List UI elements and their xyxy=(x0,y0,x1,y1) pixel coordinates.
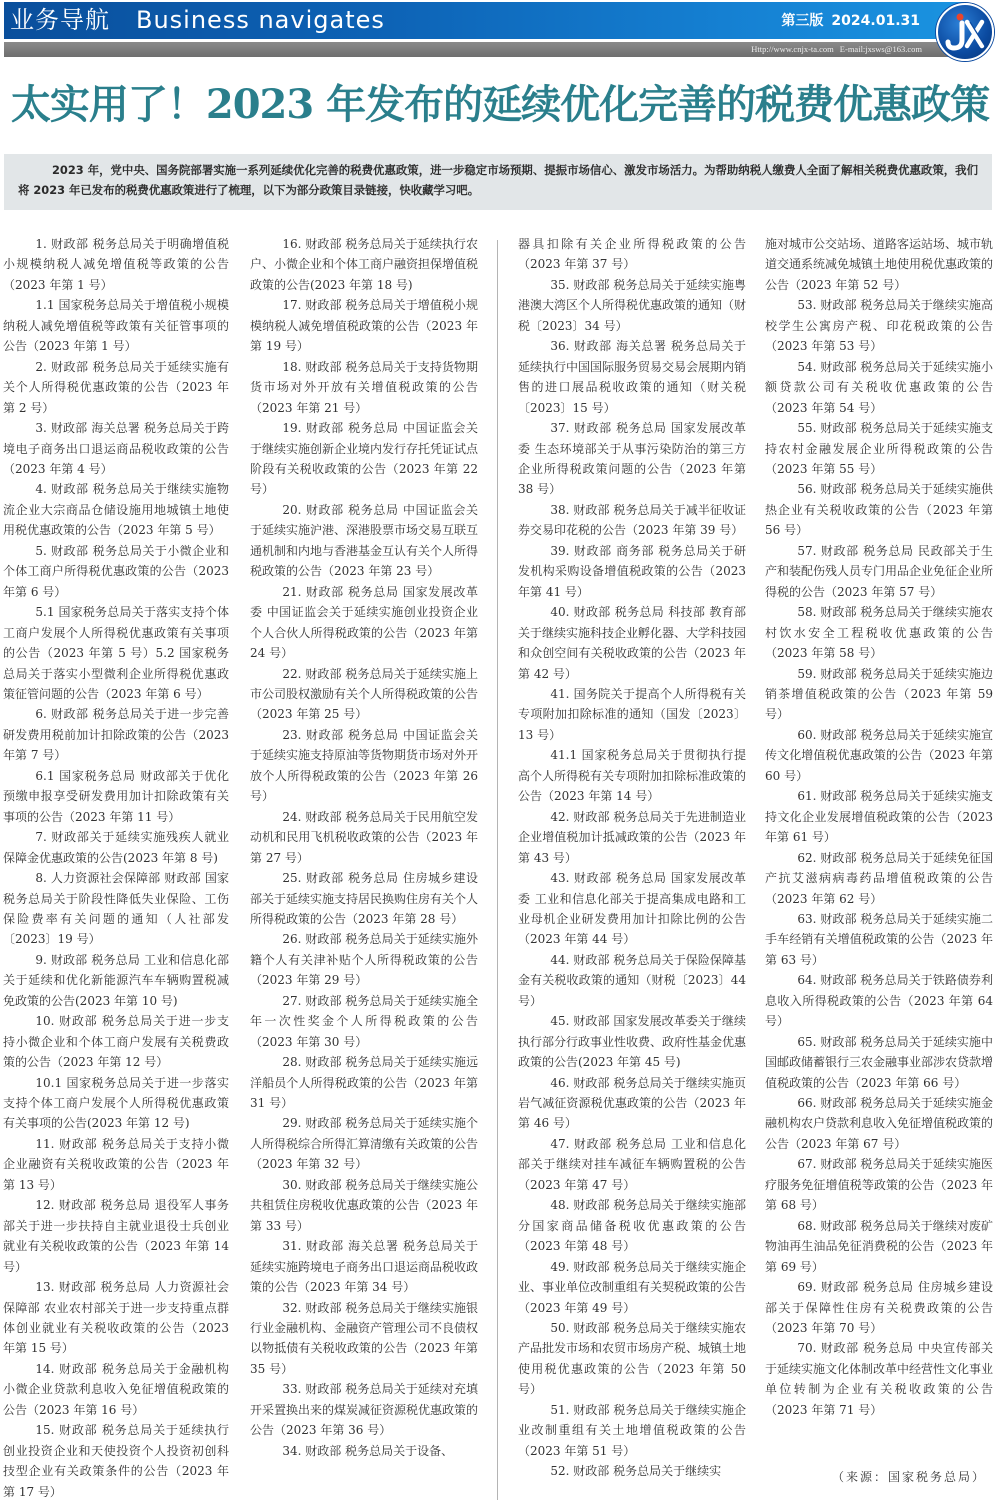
email-link[interactable]: E-mail:jxsws@163.com xyxy=(839,44,922,54)
policy-item[interactable]: 25. 财政部 税务总局 住房城乡建设部关于延续实施支持居民换购住房有关个人所得税政策的公告（2023 年第 28 号） xyxy=(250,871,478,926)
section-title xyxy=(10,4,385,36)
policy-item[interactable]: 45. 财政部 国家发展改革委关于继续执行部分行政事业性收费、政府性基金优惠政策的公告(2023 年第 45 号) xyxy=(518,1014,746,1070)
article-headline: 太实用了！2023 年发布的延续优化完善的税费优惠政策 xyxy=(10,81,990,128)
policy-item[interactable]: 6. 财政部 税务总局关于进一步完善研发费用税前加计扣除政策的公告（2023 年第 7 号） xyxy=(3,707,229,763)
section-title-en: Business navigates xyxy=(136,6,385,34)
policy-item[interactable]: 16. 财政部 税务总局关于延续执行农户、小微企业和个体工商户融资担保增值税政策的公告(2023 年第 18 号) xyxy=(250,237,478,292)
policy-item[interactable]: 18. 财政部 税务总局关于支持货物期货市场对外开放有关增值税政策的公告（2023 年第 21 号） xyxy=(250,359,478,415)
policy-item[interactable]: 40. 财政部 税务总局 科技部 教育部关于继续实施科技企业孵化器、大学科技园和众创空间有关税收政策的公告（2023 年第 42 号） xyxy=(518,605,746,681)
policy-item[interactable]: 29. 财政部 税务总局关于延续实施个人所得税综合所得汇算清缴有关政策的公告（2023 年第 32 号） xyxy=(250,1116,478,1172)
policy-item[interactable]: 41.1 国家税务总局关于贯彻执行提高个人所得税有关专项附加扣除标准政策的公告（2023 年第 14 号） xyxy=(518,748,746,804)
policy-item[interactable]: 56. 财政部 税务总局关于延续实施供热企业有关税收政策的公告（2023 年第 56 号） xyxy=(765,482,993,538)
column-1 xyxy=(3,234,229,1509)
policy-item[interactable]: 13. 财政部 税务总局 人力资源社会保障部 农业农村部关于进一步支持重点群体创业就业有关税收政策的公告（2023 年第 15 号） xyxy=(3,1280,229,1356)
policy-item[interactable]: 57. 财政部 税务总局 民政部关于生产和装配伤残人员专门用品企业免征企业所得税的公告（2023 年第 57 号） xyxy=(765,543,993,599)
policy-item[interactable]: 70. 财政部 税务总局 中央宣传部关于延续实施文化体制改革中经营性文化事业单位转制为企业有关税收政策的公告（2023 年第 71 号） xyxy=(765,1341,993,1417)
policy-item[interactable]: 36. 财政部 海关总署 税务总局关于延续执行中国国际服务贸易交易会展期内销售的进口展品税收政策的通知（财关税〔2023〕15 号） xyxy=(518,339,746,415)
policy-item[interactable]: 2. 财政部 税务总局关于延续实施有关个人所得税优惠政策的公告（2023 年第 2 号） xyxy=(3,359,229,415)
policy-item[interactable]: 49. 财政部 税务总局关于继续实施企业、事业单位改制重组有关契税政策的公告（2023 年第 49 号） xyxy=(518,1259,746,1315)
policy-item[interactable]: 34. 财政部 税务总局关于设备、 xyxy=(282,1443,454,1458)
column-3 xyxy=(518,234,746,1509)
policy-item[interactable]: 44. 财政部 税务总局关于保险保障基金有关税收政策的通知（财税〔2023〕44 号） xyxy=(518,952,746,1008)
article-lead: 2023 年，党中央、国务院部署实施一系列延续优化完善的税费优惠政策，进一步稳定市场预期、提振市场信心、激发市场活力。为帮助纳税人缴费人全面了解相关税费优惠政策，我们将 2023 年已发布的税费优惠政策进行了梳理，以下为部分政策目录链接，快收藏学习吧。 xyxy=(4,154,992,210)
edition-info xyxy=(781,10,920,30)
policy-item[interactable]: 26. 财政部 税务总局关于延续实施外籍个人有关津补贴个人所得税政策的公告（2023 年第 29 号） xyxy=(250,932,478,988)
policy-item[interactable]: 14. 财政部 税务总局关于金融机构小微企业贷款利息收入免征增值税政策的公告（2023 年第 16 号） xyxy=(3,1361,229,1417)
policy-item[interactable]: 20. 财政部 税务总局 中国证监会关于延续实施沪港、深港股票市场交易互联互通机制和内地与香港基金互认有关个人所得税政策的公告（2023 年第 23 号） xyxy=(250,502,478,579)
policy-item[interactable]: 59. 财政部 税务总局关于延续实施边销茶增值税政策的公告（2023 年第 59 号） xyxy=(765,666,993,722)
policy-item[interactable]: 32. 财政部 税务总局关于继续实施银行业金融机构、金融资产管理公司不良债权以物抵债有关税收政策的公告（2023 年第 35 号） xyxy=(250,1300,478,1376)
policy-item[interactable]: 41. 国务院关于提高个人所得税有关专项附加扣除标准的通知（国发〔2023〕13 号） xyxy=(518,686,746,742)
policy-item-continued[interactable]: 器具扣除有关企业所得税政策的公告（2023 年第 37 号） xyxy=(518,237,746,272)
policy-item[interactable]: 17. 财政部 税务总局关于增值税小规模纳税人减免增值税政策的公告（2023 年第 19 号） xyxy=(250,298,478,354)
policy-item[interactable]: 61. 财政部 税务总局关于延续实施支持文化企业发展增值税政策的公告（2023 年第 61 号） xyxy=(765,789,993,845)
section-title-cn: 业务导航 xyxy=(10,6,110,34)
policy-item[interactable]: 63. 财政部 税务总局关于延续实施二手车经销有关增值税政策的公告（2023 年第 63 号） xyxy=(765,911,993,967)
policy-item[interactable]: 67. 财政部 税务总局关于延续实施医疗服务免征增值税等政策的公告（2023 年第 68 号） xyxy=(765,1157,993,1213)
policy-item[interactable]: 52. 财政部 税务总局关于继续实 xyxy=(550,1464,722,1479)
jx-logo-glyph-icon xyxy=(943,10,987,54)
policy-item[interactable]: 5.1 国家税务总局关于落实支持个体工商户发展个人所得税优惠政策有关事项的公告（2023 年第 5 号）5.2 国家税务总局关于落实小型微利企业所得税优惠政策征管问题的公告（2023 年第 6 号） xyxy=(3,605,229,701)
policy-item[interactable]: 28. 财政部 税务总局关于延续实施远洋船员个人所得税政策的公告（2023 年第 31 号） xyxy=(250,1055,478,1111)
policy-item[interactable]: 66. 财政部 税务总局关于延续实施金融机构农户贷款利息收入免征增值税政策的公告（2023 年第 67 号） xyxy=(765,1096,993,1151)
policy-item[interactable]: 53. 财政部 税务总局关于继续实施高校学生公寓房产税、印花税政策的公告（2023 年第 53 号） xyxy=(765,298,993,354)
policy-item[interactable]: 47. 财政部 税务总局 工业和信息化部关于继续对挂车减征车辆购置税的公告（2023 年第 47 号） xyxy=(518,1136,746,1192)
policy-item[interactable]: 12. 财政部 税务总局 退役军人事务部关于进一步扶持自主就业退役士兵创业就业有关税收政策的公告（2023 年第 14 号） xyxy=(3,1198,229,1274)
policy-item[interactable]: 43. 财政部 税务总局 国家发展改革委 工业和信息化部关于提高集成电路和工业母机企业研发费用加计扣除比例的公告（2023 年第 44 号） xyxy=(518,871,746,947)
masthead xyxy=(0,0,1000,62)
policy-item[interactable]: 8. 人力资源社会保障部 财政部 国家税务总局关于阶段性降低失业保险、工伤保险费率有关问题的通知（人社部发〔2023〕19 号） xyxy=(3,871,229,947)
policy-item[interactable]: 15. 财政部 税务总局关于延续执行创业投资企业和天使投资个人投资初创科技型企业有关政策条件的公告（2023 年第 17 号） xyxy=(3,1423,229,1499)
policy-item[interactable]: 10.1 国家税务总局关于进一步落实支持个体工商户发展个人所得税优惠政策有关事项的公告(2023 年第 12 号) xyxy=(3,1075,229,1131)
policy-item[interactable]: 68. 财政部 税务总局关于继续对废矿物油再生油品免征消费税的公告（2023 年第 69 号） xyxy=(765,1218,993,1274)
policy-item[interactable]: 19. 财政部 税务总局 中国证监会关于继续实施创新企业境内发行存托凭证试点阶段有关税收政策的公告（2023 年第 22 号） xyxy=(250,421,478,497)
issue-date: 2024.01.31 xyxy=(831,13,920,29)
policy-item[interactable]: 27. 财政部 税务总局关于延续实施全年一次性奖金个人所得税政策的公告（2023 年第 30 号） xyxy=(250,993,478,1049)
policy-item[interactable]: 5. 财政部 税务总局关于小微企业和个体工商户所得税优惠政策的公告（2023 年第 6 号） xyxy=(3,543,229,599)
policy-item[interactable]: 58. 财政部 税务总局关于继续实施农村饮水安全工程税收优惠政策的公告（2023 年第 58 号） xyxy=(765,605,993,661)
column-2 xyxy=(250,234,478,1509)
policy-item[interactable]: 3. 财政部 海关总署 税务总局关于跨境电子商务出口退运商品税收政策的公告（2023 年第 4 号） xyxy=(3,421,229,476)
policy-item[interactable]: 48. 财政部 税务总局关于继续实施部分国家商品储备税收优惠政策的公告（2023 年第 48 号） xyxy=(518,1198,746,1254)
policy-item[interactable]: 4. 财政部 税务总局关于继续实施物流企业大宗商品仓储设施用地城镇土地使用税优惠政策的公告（2023 年第 5 号） xyxy=(3,482,229,538)
policy-item[interactable]: 64. 财政部 税务总局关于铁路债券利息收入所得税政策的公告（2023 年第 64 号） xyxy=(765,973,993,1029)
policy-item[interactable]: 55. 财政部 税务总局关于延续实施支持农村金融发展企业所得税政策的公告（2023 年第 55 号） xyxy=(765,421,993,476)
policy-item[interactable]: 23. 财政部 税务总局 中国证监会关于延续实施支持原油等货物期货市场对外开放个人所得税政策的公告（2023 年第 26 号） xyxy=(250,727,478,804)
policy-item[interactable]: 46. 财政部 税务总局关于继续实施页岩气减征资源税优惠政策的公告（2023 年第 46 号） xyxy=(518,1075,746,1131)
policy-item[interactable]: 54. 财政部 税务总局关于延续实施小额贷款公司有关税收优惠政策的公告（2023 年第 54 号） xyxy=(765,359,993,415)
edition-label: 第三版 xyxy=(781,13,824,29)
policy-item[interactable]: 10. 财政部 税务总局关于进一步支持小微企业和个体工商户发展有关税费政策的公告（2023 年第 12 号） xyxy=(3,1014,229,1070)
jx-logo-icon xyxy=(936,3,994,61)
policy-item[interactable]: 6.1 国家税务总局 财政部关于优化预缴申报享受研发费用加计扣除政策有关事项的公告（2023 年第 11 号） xyxy=(3,768,229,824)
policy-item[interactable]: 38. 财政部 税务总局关于减半征收证券交易印花税的公告（2023 年第 39 号） xyxy=(518,502,746,538)
policy-item-continued[interactable]: 施对城市公交站场、道路客运站场、城市轨道交通系统减免城镇土地使用税优惠政策的公告（2023 年第 52 号） xyxy=(765,237,993,292)
policy-item[interactable]: 21. 财政部 税务总局 国家发展改革委 中国证监会关于延续实施创业投资企业个人合伙人所得税政策的公告（2023 年第 24 号） xyxy=(250,584,478,661)
policy-item[interactable]: 9. 财政部 税务总局 工业和信息化部关于延续和优化新能源汽车车辆购置税减免政策的公告(2023 年第 10 号) xyxy=(3,952,229,1008)
column-4 xyxy=(765,234,993,1509)
policy-item[interactable]: 35. 财政部 税务总局关于延续实施粤港澳大湾区个人所得税优惠政策的通知（财税〔2023〕34 号） xyxy=(518,277,746,333)
policy-list xyxy=(0,234,1000,1509)
contact-info xyxy=(751,43,922,56)
policy-item[interactable]: 11. 财政部 税务总局关于支持小微企业融资有关税收政策的公告（2023 年第 13 号） xyxy=(3,1136,229,1192)
policy-item[interactable]: 22. 财政部 税务总局关于延续实施上市公司股权激励有关个人所得税政策的公告（2023 年第 25 号） xyxy=(250,666,478,722)
policy-item[interactable]: 31. 财政部 海关总署 税务总局关于延续实施跨境电子商务出口退运商品税收政策的公告（2023 年第 34 号） xyxy=(250,1239,478,1295)
policy-item[interactable]: 51. 财政部 税务总局关于继续实施企业改制重组有关土地增值税政策的公告（2023 年第 51 号） xyxy=(518,1402,746,1458)
policy-item[interactable]: 1.1 国家税务总局关于增值税小规模纳税人减免增值税等政策有关征管事项的公告（2023 年第 1 号） xyxy=(3,298,229,354)
policy-item[interactable]: 65. 财政部 税务总局关于延续实施中国邮政储蓄银行三农金融事业部涉农贷款增值税政策的公告（2023 年第 66 号） xyxy=(765,1034,993,1090)
policy-item[interactable]: 39. 财政部 商务部 税务总局关于研发机构采购设备增值税政策的公告（2023 年第 41 号） xyxy=(518,543,746,599)
website-link[interactable]: Http://www.cnjx-ta.com xyxy=(751,44,834,54)
policy-item[interactable]: 60. 财政部 税务总局关于延续实施宣传文化增值税优惠政策的公告（2023 年第 60 号） xyxy=(765,727,993,783)
policy-item[interactable]: 50. 财政部 税务总局关于继续实施农产品批发市场和农贸市场房产税、城镇土地使用税优惠政策的公告（2023 年第 50 号） xyxy=(518,1321,746,1397)
policy-item[interactable]: 1. 财政部 税务总局关于明确增值税小规模纳税人减免增值税等政策的公告（2023 年第 1 号） xyxy=(3,237,229,292)
policy-item[interactable]: 42. 财政部 税务总局关于先进制造业企业增值税加计抵减政策的公告（2023 年第 43 号） xyxy=(518,809,746,865)
policy-item[interactable]: 33. 财政部 税务总局关于延续对充填开采置换出来的煤炭减征资源税优惠政策的公告（2023 年第 36 号） xyxy=(250,1382,478,1438)
policy-item[interactable]: 24. 财政部 税务总局关于民用航空发动机和民用飞机税收政策的公告（2023 年第 27 号） xyxy=(250,809,478,865)
policy-item[interactable]: 30. 财政部 税务总局关于继续实施公共租赁住房税收优惠政策的公告（2023 年第 33 号） xyxy=(250,1177,478,1233)
policy-item[interactable]: 7. 财政部关于延续实施残疾人就业保障金优惠政策的公告(2023 年第 8 号) xyxy=(3,830,229,865)
policy-item[interactable]: 37. 财政部 税务总局 国家发展改革委 生态环境部关于从事污染防治的第三方企业所得税政策问题的公告（2023 年第 38 号） xyxy=(518,421,746,497)
article-source: （来源：国家税务总局） xyxy=(831,1470,986,1484)
policy-item[interactable]: 69. 财政部 税务总局 住房城乡建设部关于保障性住房有关税费政策的公告（2023 年第 70 号） xyxy=(765,1280,993,1336)
policy-item[interactable]: 62. 财政部 税务总局关于延续免征国产抗艾滋病病毒药品增值税政策的公告（2023 年第 62 号） xyxy=(765,850,993,906)
